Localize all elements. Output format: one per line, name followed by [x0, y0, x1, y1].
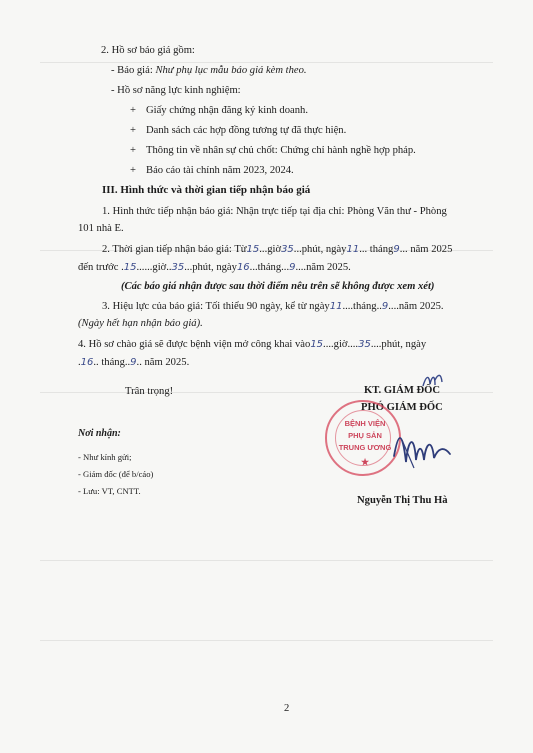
quote-prefix: - Báo giá: [111, 65, 156, 76]
plus-icon: + [130, 125, 136, 136]
stamp-star-icon: ★ [360, 457, 370, 467]
initial-mark-icon [420, 370, 446, 392]
show-through-line [40, 62, 493, 63]
closing-text: Trân trọng! [125, 386, 174, 397]
section-heading: III. Hình thức và thời gian tiếp nhận báo giá [102, 184, 311, 196]
recipient-item: - Giám đốc (để b/cáo) [78, 469, 154, 479]
stamp-line: BỆNH VIỆN [344, 419, 386, 428]
quote-line [111, 64, 307, 77]
paragraph-1-line1: 1. Hình thức tiếp nhận báo giá: Nhận trực tiếp tại địa chỉ: Phòng Văn thư - Phòng [102, 206, 447, 217]
bullet-item: + Giấy chứng nhận đăng ký kinh doanh. [120, 104, 308, 117]
recipient-item: - Như kính gửi; [78, 452, 132, 462]
recipients-label: Nơi nhận: [78, 428, 121, 439]
handwritten-value: 35 [358, 339, 371, 350]
paragraph-1-line2: 101 nhà E. [78, 223, 124, 234]
plus-icon: + [130, 145, 136, 156]
capacity-line: - Hồ sơ năng lực kinh nghiệm: [111, 85, 241, 96]
bullet-item: + Danh sách các hợp đồng tương tự đã thực hiện. [120, 124, 346, 137]
handwritten-value: 9 [393, 244, 400, 255]
signature-title-1: KT. GIÁM ĐỐC [364, 385, 441, 396]
plus-icon: + [130, 105, 136, 116]
stamp-line: TRUNG ƯƠNG [338, 443, 392, 452]
page-number: 2 [284, 703, 290, 714]
show-through-line [40, 560, 493, 561]
recipient-item: - Lưu: VT, CNTT. [78, 486, 141, 496]
handwritten-value: 9 [381, 301, 389, 312]
paragraph-4-line2: .16.. tháng..9.. năm 2025. [78, 357, 190, 368]
quote-italic: Như phụ lục mẫu báo giá kèm theo. [155, 65, 307, 76]
handwritten-value: 15 [246, 244, 260, 255]
handwritten-value: 16 [80, 357, 94, 368]
handwritten-value: 9 [130, 357, 137, 368]
bullet-item: + Báo cáo tài chính năm 2023, 2024. [120, 164, 294, 177]
handwritten-value: 11 [346, 244, 360, 255]
plus-icon: + [130, 165, 136, 176]
quote-dossier-title: 2. Hồ sơ báo giá gồm: [101, 45, 195, 56]
stamp-line: PHỤ SẢN [348, 431, 382, 440]
bullet-item: + Thông tin về nhân sự chủ chốt: Chứng chỉ hành nghề hợp pháp. [120, 144, 416, 157]
paragraph-3-line1: 3. Hiệu lực của báo giá: Tối thiểu 90 ngày, kể từ ngày11....tháng..9....năm 2025. [102, 301, 444, 312]
handwritten-value: 9 [289, 262, 296, 273]
signature-title-2: PHÓ GIÁM ĐỐC [361, 402, 443, 413]
handwritten-value: 11 [329, 301, 343, 312]
paragraph-4-line1: 4. Hồ sơ chào giá sẽ được bệnh viện mở công khai vào15....giờ....35....phút, ngày [78, 339, 427, 350]
handwritten-value: 35 [281, 244, 294, 255]
paragraph-3-line2: (Ngày hết hạn nhận báo giá). [78, 318, 203, 329]
handwritten-value: 15 [123, 262, 137, 273]
signature-icon [388, 420, 454, 476]
show-through-line [40, 640, 493, 641]
paragraph-2-line1: 2. Thời gian tiếp nhận báo giá: Từ15...giờ35...phút, ngày11... tháng9... năm 2025 [102, 244, 453, 255]
paragraph-2-line2: đến trước .15......giờ..35...phút, ngày16...tháng...9....năm 2025. [78, 262, 351, 273]
paragraph-2-note: (Các báo giá nhận được sau thời điểm nêu trên sẽ không được xem xét) [121, 281, 435, 292]
signer-name: Nguyễn Thị Thu Hà [357, 495, 448, 506]
handwritten-value: 35 [171, 262, 185, 273]
handwritten-value: 16 [236, 262, 250, 273]
handwritten-value: 15 [310, 339, 324, 350]
